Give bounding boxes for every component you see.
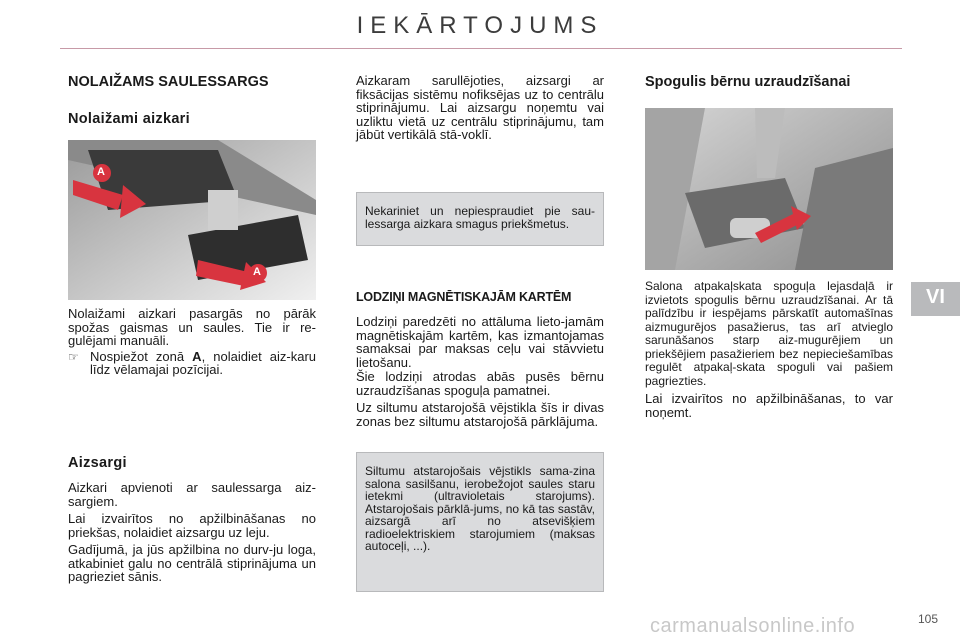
chapter-tab-label: VI xyxy=(926,286,945,308)
paragraph: Gadījumā, ja jūs apžilbina no durv-ju loga, atkabiniet galu no centrālā stiprinājuma un pagrieziet sānis. xyxy=(68,542,316,584)
title-rule xyxy=(60,48,902,49)
paragraph: Lai izvairītos no apžilbināšanas, to var noņemt. xyxy=(645,391,893,420)
paragraph: Lai izvairītos no apžilbināšanas no priekšas, nolaidiet aizsargu uz leju. xyxy=(68,511,316,540)
paragraph: Lodziņi paredzēti no attāluma lieto-jamām magnētiskajām kartēm, kas izmantojamas samaksai par maksas ceļu vai stāvvietu lietošanu. xyxy=(356,314,604,370)
section-heading: NOLAIŽAMS SAULESSARGS xyxy=(68,74,269,90)
section-title-mirror xyxy=(645,74,893,90)
sunshade-illustration xyxy=(68,140,316,300)
section-heading: LODZIŅI MAGNĒTISKAJĀM KARTĒM xyxy=(356,290,572,304)
photo-label-a: A xyxy=(253,266,261,278)
mirror-photo xyxy=(645,108,893,270)
subheading: Nolaižami aizkari xyxy=(68,111,190,127)
paragraph: Aizkaram sarullējoties, aizsargi ar fiksācijas sistēmu nofiksējas uz to centrālu stiprinājumu. Lai aizsargu noņemtu vai uzliktu vietā uz centrālu stiprinājumu, tam jābūt vertikālā stā-voklī. xyxy=(356,73,604,142)
paragraph: Šie lodziņi atrodas abās pusēs bērnu uzraudzīšanas spoguļa pamatnei. xyxy=(356,369,604,398)
subheading: Aizsargi xyxy=(68,455,127,471)
bullet-item xyxy=(68,350,316,377)
page-title: IEKĀRTOJUMS xyxy=(356,12,604,39)
mirror-text xyxy=(645,280,893,419)
visors-text xyxy=(68,481,316,584)
watermark: carmanualsonline.info xyxy=(650,615,856,637)
visor-fixing-text xyxy=(356,74,604,142)
note-box xyxy=(356,192,604,246)
mirror-illustration xyxy=(645,108,893,270)
section-heading: Spogulis bērnu uzraudzīšanai xyxy=(645,74,851,90)
paragraph: Nolaižami aizkari pasargās no pārāk spožas gaismas un saules. Tie ir re-gulējami manuāli. xyxy=(68,306,316,348)
page-number: 105 xyxy=(918,612,939,626)
bullet-text: Nospiežot zonā A, nolaidiet aiz-karu līdz vēlamajai pozīcijai. xyxy=(90,348,316,377)
paragraph: Uz siltumu atstarojošā vējstikla šīs ir divas zonas bez siltumu atstarojošā pārklājuma. xyxy=(356,400,604,429)
note-text: Siltumu atstarojošais vējstikls sama-zina salona sasilšanu, ierobežojot saules staru ietekmi (ultravioletais starojums). Atstarojošais pārklā-jums, no kā tas sastāv, aizsargā arī no atsevišķiem radioelektriskiem starojumiem (maksas autoceļi, ...). xyxy=(365,464,595,553)
section-title-cards xyxy=(356,290,604,304)
subheading-blinds xyxy=(68,111,316,127)
sunshade-photo xyxy=(68,140,316,300)
blinds-text xyxy=(68,307,316,377)
note-text: Nekariniet un nepiespraudiet pie sau-lessarga aizkara smagus priekšmetus. xyxy=(365,204,595,231)
paragraph: Aizkari apvienoti ar saulessarga aiz-sargiem. xyxy=(68,480,316,509)
photo-label-a: A xyxy=(97,166,105,178)
paragraph: Salona atpakaļskata spoguļa lejasdaļā ir izvietots spogulis bērnu uzraudzīšanai. Ar tā palīdzību ir iespējams pārskatīt automašīnas aizmugurējos pasažierus, tas arī atvieglo sarunāšanos starp aiz-mugurējiem un priekšējiem pasažieriem bez nepieciešamības regulēt atpakaļ-skata spoguli vai pašiem pagriezties. xyxy=(645,279,893,388)
chapter-tab xyxy=(911,282,960,316)
note-box xyxy=(356,452,604,592)
subheading-visors xyxy=(68,455,316,471)
pointing-hand-icon: ☞ xyxy=(68,349,79,364)
cards-text xyxy=(356,315,604,428)
section-title-sunshade xyxy=(68,74,316,90)
